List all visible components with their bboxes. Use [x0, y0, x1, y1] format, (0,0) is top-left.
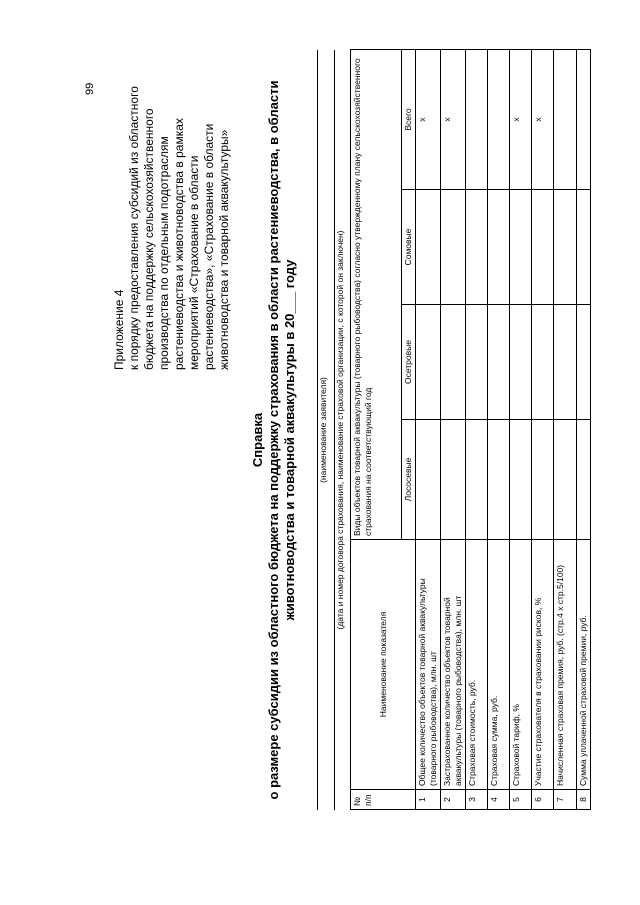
row-number: 3	[466, 790, 488, 810]
applicant-caption: (наименование заявителя)	[318, 377, 328, 483]
table-cell	[510, 305, 532, 420]
table-cell	[532, 305, 554, 420]
col-number-header: № п/п	[351, 790, 416, 810]
table-row	[466, 50, 488, 810]
table-cell	[488, 50, 510, 190]
row-label: Застрахованное количество объектов товарной аквакультуры (товарного рыбоводства), млн. шт	[441, 540, 466, 790]
table-cell	[577, 420, 591, 540]
table-cell	[554, 305, 577, 420]
col-name-header: Наименование показателя	[351, 540, 416, 790]
table-cell	[466, 50, 488, 190]
table-row	[577, 50, 591, 810]
subcol-header: Осетровые	[402, 305, 416, 420]
table-cell	[466, 305, 488, 420]
subcol-header: Сомовые	[402, 190, 416, 305]
table-cell: х	[532, 50, 554, 190]
appendix-line: бюджета на поддержку сельскохозяйственного	[142, 108, 156, 370]
subcol-header: Всего	[402, 50, 416, 190]
table-cell	[554, 190, 577, 305]
table-row	[416, 50, 441, 810]
table-cell	[577, 305, 591, 420]
document-title	[250, 45, 298, 835]
table-cell	[488, 305, 510, 420]
appendix-line: Приложение 4	[112, 289, 126, 370]
title-word: Справка	[250, 412, 265, 468]
indicators-table	[350, 49, 591, 810]
table-cell	[441, 420, 466, 540]
table-cell	[441, 190, 466, 305]
row-label: Сумма уплаченной страховой премии, руб.	[577, 540, 591, 790]
row-number: 4	[488, 790, 510, 810]
appendix-line: растениеводства», «Страхование в области	[202, 123, 216, 370]
table-cell	[488, 420, 510, 540]
title-line: о размере субсидии из областного бюджета на поддержку страхования в области растениеводства, в области	[266, 80, 281, 800]
table-cell	[441, 305, 466, 420]
table-cell	[554, 50, 577, 190]
table-cell	[416, 190, 441, 305]
table-cell	[554, 420, 577, 540]
row-label: Страховой тариф, %	[510, 540, 532, 790]
col-group-header: Виды объектов товарной аквакультуры (товарного рыбоводства) согласно утвержденному плану сельскохозяйственного страхования на соответствующий год	[351, 50, 402, 540]
appendix-block	[112, 50, 232, 370]
row-number: 1	[416, 790, 441, 810]
table-cell: х	[510, 50, 532, 190]
row-number: 8	[577, 790, 591, 810]
row-number: 7	[554, 790, 577, 810]
table-cell	[510, 420, 532, 540]
appendix-line: животноводства и товарной аквакультуры»	[217, 129, 231, 370]
appendix-line: мероприятий «Страхование в области	[187, 155, 201, 370]
subcol-header: Лососевые	[402, 420, 416, 540]
table-cell	[416, 305, 441, 420]
table-cell	[416, 420, 441, 540]
table-cell	[466, 190, 488, 305]
table-header-row	[351, 50, 402, 810]
page-number: 99	[84, 82, 96, 95]
appendix-line: производства по отдельным подотраслям	[157, 136, 171, 370]
table-cell	[510, 190, 532, 305]
table-row	[488, 50, 510, 810]
table-cell	[577, 50, 591, 190]
table-cell	[466, 420, 488, 540]
table-cell	[488, 190, 510, 305]
row-label: Участие страхователя в страховании рисков, %	[532, 540, 554, 790]
table-row	[554, 50, 577, 810]
row-label: Начисленная страховая премия, руб. (стр.4 х стр.5/100)	[554, 540, 577, 790]
table-row	[532, 50, 554, 810]
row-number: 6	[532, 790, 554, 810]
table-cell	[577, 190, 591, 305]
table-row	[441, 50, 466, 810]
table-cell: х	[416, 50, 441, 190]
table-cell: х	[441, 50, 466, 190]
appendix-line: к порядку предоставления субсидий из областного	[127, 86, 141, 370]
row-label: Страховая сумма, руб.	[488, 540, 510, 790]
row-label: Общее количество объектов товарной аквакультуры (товарного рыбоводства), млн. шт	[416, 540, 441, 790]
row-label: Страховая стоимость, руб.	[466, 540, 488, 790]
table-row	[510, 50, 532, 810]
appendix-line: растениеводства и животноводства в рамках	[172, 118, 186, 370]
table-cell	[532, 420, 554, 540]
contract-caption: (дата и номер договора страхования, наименование страховой организации, с которой он заключен)	[335, 230, 345, 630]
row-number: 2	[441, 790, 466, 810]
title-line: животноводства и товарной аквакультуры в 20___ году	[282, 259, 297, 621]
row-number: 5	[510, 790, 532, 810]
table-cell	[532, 190, 554, 305]
